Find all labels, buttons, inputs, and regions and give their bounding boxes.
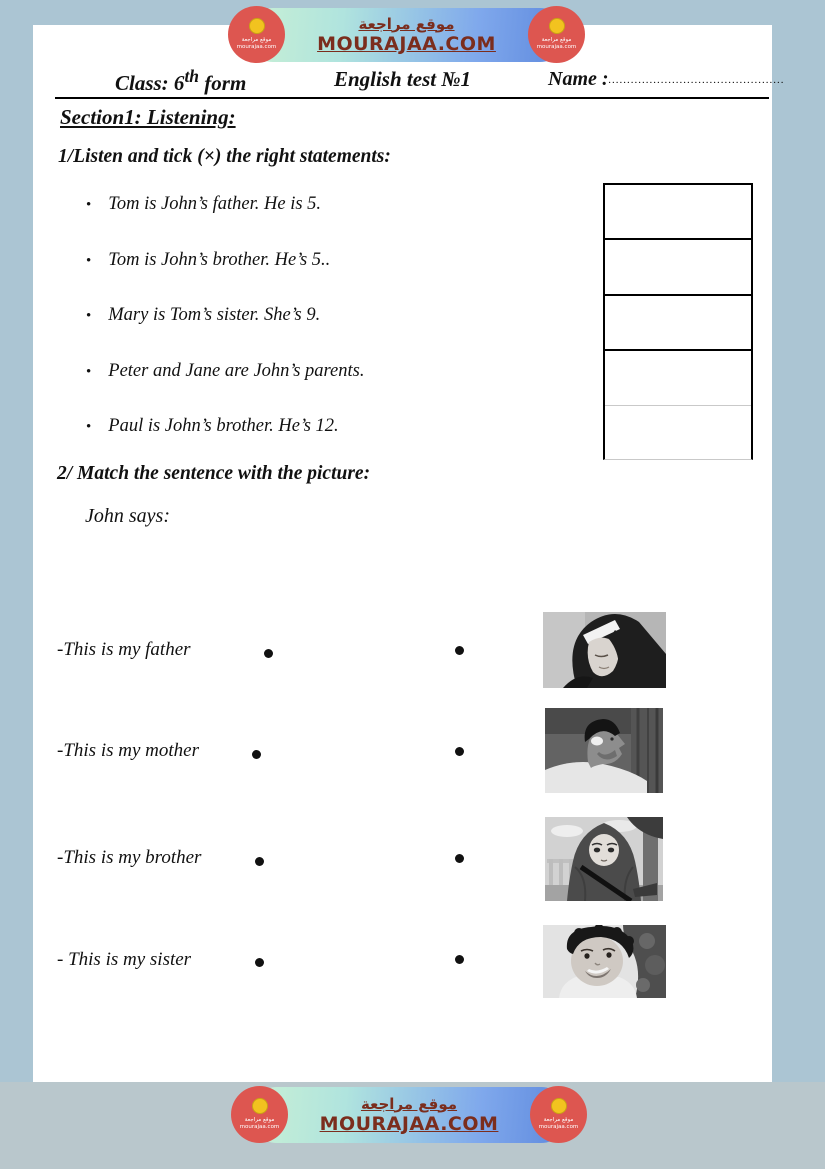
statement-text: Paul is John’s brother. He’s 12. (108, 416, 339, 436)
list-item (86, 305, 364, 327)
badge-site-text: mourajaa.com (236, 44, 277, 50)
statement-text: Peter and Jane are John’s parents. (108, 360, 365, 381)
mourajaa-logo-badge (228, 6, 285, 63)
match-label-father: -This is my father (57, 639, 191, 660)
tick-answer-cell[interactable] (605, 351, 751, 405)
arabic-site-title: موقع مراجعة (358, 14, 455, 33)
match-dot-right[interactable] (455, 854, 464, 863)
list-item (86, 416, 364, 438)
mourajaa-logo-badge (530, 1086, 587, 1143)
john-says-intro: John says: (85, 505, 170, 527)
match-label-brother: -This is my brother (57, 847, 202, 868)
header-banner (228, 6, 585, 64)
list-item (86, 361, 364, 383)
tick-answer-table (603, 183, 753, 460)
coin-logo-icon (249, 18, 265, 34)
header-banner-pill (246, 8, 567, 62)
name-dotted-line[interactable]: ............................................... (608, 74, 785, 86)
smiling-child-photo (543, 925, 666, 998)
name-field (548, 68, 785, 91)
bullet-icon: • (86, 308, 92, 324)
match-dot-left[interactable] (255, 958, 264, 967)
footer-banner-pill (249, 1087, 569, 1143)
header-divider (55, 97, 769, 99)
badge-arabic-text: موقع مراجعة (241, 36, 272, 43)
bullet-icon: • (86, 252, 92, 269)
arabic-site-title: موقع مراجعة (360, 1094, 458, 1113)
match-label-sister: - This is my sister (57, 949, 192, 970)
footer-banner (231, 1085, 587, 1145)
tick-answer-cell[interactable] (605, 185, 751, 240)
bullet-icon: • (86, 419, 92, 435)
statement-text: Tom is John’s brother. He’s 5.. (108, 249, 331, 270)
match-dot-right[interactable] (455, 955, 464, 964)
man-with-cap-photo (545, 708, 663, 793)
test-title: English test №1 (333, 67, 472, 91)
coin-logo-icon (252, 1098, 268, 1114)
bullet-icon: • (86, 363, 92, 380)
site-name: MOURAJAA.COM (319, 1112, 499, 1135)
match-dot-left[interactable] (255, 857, 264, 866)
woman-in-hijab-photo (543, 612, 666, 688)
badge-site-text: mourajaa.com (536, 44, 577, 50)
bullet-icon: • (86, 197, 92, 213)
list-item (86, 250, 364, 272)
site-name: MOURAJAA.COM (317, 32, 496, 55)
badge-site-text: mourajaa.com (239, 1124, 280, 1130)
statement-text: Tom is John’s father. He is 5. (108, 194, 322, 214)
tick-answer-cell[interactable] (605, 296, 751, 351)
coin-logo-icon (551, 1098, 567, 1114)
class-text-suffix: form (199, 71, 247, 95)
coin-logo-icon (549, 18, 565, 34)
tick-answer-cell[interactable] (605, 406, 751, 459)
match-dot-right[interactable] (455, 747, 464, 756)
task1-instruction: 1/Listen and tick (×) the right statements: (58, 146, 391, 167)
match-dot-left[interactable] (252, 750, 261, 759)
statement-list (86, 194, 364, 472)
task2-instruction: 2/ Match the sentence with the picture: (57, 463, 371, 484)
class-text: Class: 6 (115, 71, 185, 95)
mourajaa-logo-badge (528, 6, 585, 63)
class-ordinal-sup: th (184, 66, 200, 86)
section1-heading: Section1: Listening: (60, 105, 236, 129)
badge-arabic-text: موقع مراجعة (543, 1116, 574, 1123)
badge-arabic-text: موقع مراجعة (541, 36, 572, 43)
girl-in-hijab-illustration (545, 817, 663, 901)
match-label-mother: -This is my mother (57, 740, 199, 761)
list-item (86, 194, 364, 216)
tick-answer-cell[interactable] (605, 240, 751, 295)
badge-arabic-text: موقع مراجعة (244, 1116, 275, 1123)
statement-text: Mary is Tom’s sister. She’s 9. (108, 305, 321, 325)
name-label: Name : (548, 68, 609, 90)
mourajaa-logo-badge (231, 1086, 288, 1143)
match-dot-left[interactable] (264, 649, 273, 658)
match-dot-right[interactable] (455, 646, 464, 655)
badge-site-text: mourajaa.com (538, 1124, 579, 1130)
